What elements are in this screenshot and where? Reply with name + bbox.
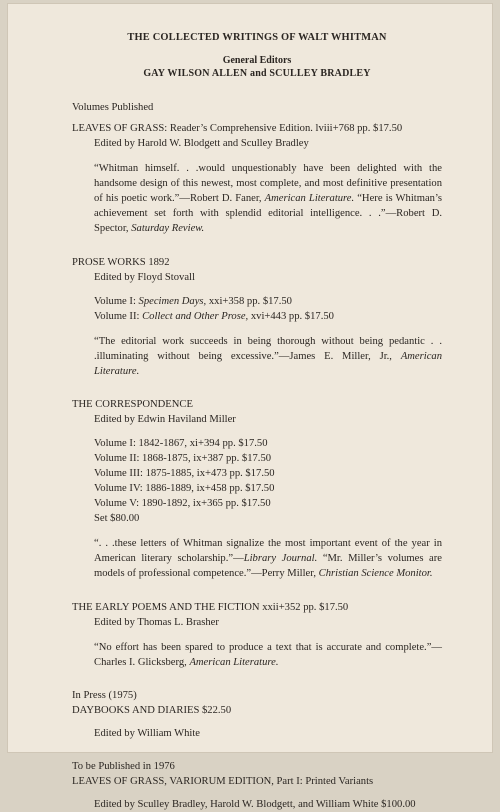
early-poems-section [72, 600, 442, 670]
early-poems-title: THE EARLY POEMS AND THE FICTION xxii+352 pp. $17.50 [72, 602, 349, 613]
in-press-label: In Press (1975) [72, 690, 137, 701]
correspondence-set-price: Set $80.00 [94, 513, 140, 524]
prose-volume-1: Volume I: Specimen Days, xxi+358 pp. $17.50 [94, 296, 292, 307]
page [8, 4, 492, 810]
leaves-of-grass-section [72, 121, 442, 236]
correspondence-editor: Edited by Edwin Haviland Miller [94, 414, 236, 425]
prose-review: “The editorial work succeeds in being thorough without being pedantic . . .illuminating without being excessive.”—James E. Miller, Jr., American Literature. [94, 336, 442, 377]
forthcoming-section [72, 759, 442, 812]
leaves-editor: Edited by Harold W. Blodgett and Sculley Bradley [94, 138, 309, 149]
correspondence-review: “. . .these letters of Whitman signalize the most important event of the year in American literary scholarship.”—Library Journal. “Mr. Miller’s volumes are models of professional competence.”—Perry Miller, Christian Science Monitor. [94, 538, 442, 579]
correspondence-section [72, 397, 442, 581]
correspondence-volume: Volume III: 1875-1885, ix+473 pp. $17.50 [94, 468, 275, 479]
leaves-quote-1-source: American Literature. [264, 193, 355, 204]
correspondence-review-source-1: Library Journal. [243, 553, 318, 564]
prose-volume-2: Volume II: Collect and Other Prose, xvi+443 pp. $17.50 [94, 311, 334, 322]
variorum-title: LEAVES OF GRASS, VARIORUM EDITION, Part I: Printed Variants [72, 776, 374, 787]
early-poems-review: “No effort has been spared to produce a text that is accurate and complete.”—Charles I. Glicksberg, American Literature. [94, 642, 442, 668]
prose-works-section [72, 255, 442, 379]
leaves-title: LEAVES OF GRASS: Reader’s Comprehensive Edition. lviii+768 pp. $17.50 [72, 123, 403, 134]
leaves-quote-2: “Here is Whitman’s achievement set forth with splendid editorial intelligence. . .”—Robert D. Spector, [94, 193, 443, 234]
prose-volumes [72, 294, 442, 324]
series-title: THE COLLECTED WRITINGS OF WALT WHITMAN [127, 32, 387, 43]
daybooks-title: DAYBOOKS AND DIARIES $22.50 [72, 705, 232, 716]
early-poems-editor: Edited by Thomas L. Brasher [94, 617, 219, 628]
leaves-review [72, 161, 442, 236]
correspondence-review-source-2: Christian Science Monitor. [318, 568, 433, 579]
header [72, 30, 442, 80]
prose-review-source: American Literature. [94, 351, 442, 377]
correspondence-title: THE CORRESPONDENCE [72, 399, 193, 410]
correspondence-volume: Volume I: 1842-1867, xi+394 pp. $17.50 [94, 438, 268, 449]
document-body [72, 30, 442, 812]
editors-label: General Editors [222, 55, 292, 66]
early-poems-review-source: American Literature. [189, 657, 279, 668]
correspondence-volume: Volume IV: 1886-1889, ix+458 pp. $17.50 [94, 483, 275, 494]
correspondence-volumes [72, 436, 442, 526]
correspondence-volume: Volume V: 1890-1892, ix+365 pp. $17.50 [94, 498, 271, 509]
editors-names: GAY WILSON ALLEN and SCULLEY BRADLEY [143, 68, 371, 79]
correspondence-volume: Volume II: 1868-1875, ix+387 pp. $17.50 [94, 453, 272, 464]
daybooks-editor: Edited by William White [94, 728, 200, 739]
variorum-editors: Edited by Sculley Bradley, Harold W. Blodgett, and William White $100.00 [94, 799, 416, 810]
leaves-quote-2-source: Saturday Review. [131, 223, 205, 234]
forthcoming-label: To be Published in 1976 [72, 761, 175, 772]
in-press-section [72, 688, 442, 741]
prose-editor: Edited by Floyd Stovall [94, 272, 195, 283]
volumes-published-label: Volumes Published [72, 102, 154, 113]
prose-title: PROSE WORKS 1892 [72, 257, 170, 268]
leaves-quote-1: “Whitman himself. . .would unquestionably have been delighted with the handsome design of this newest, most complete, and most definitive presentation of his poetic work.”—Robert D. Faner, [94, 163, 442, 204]
